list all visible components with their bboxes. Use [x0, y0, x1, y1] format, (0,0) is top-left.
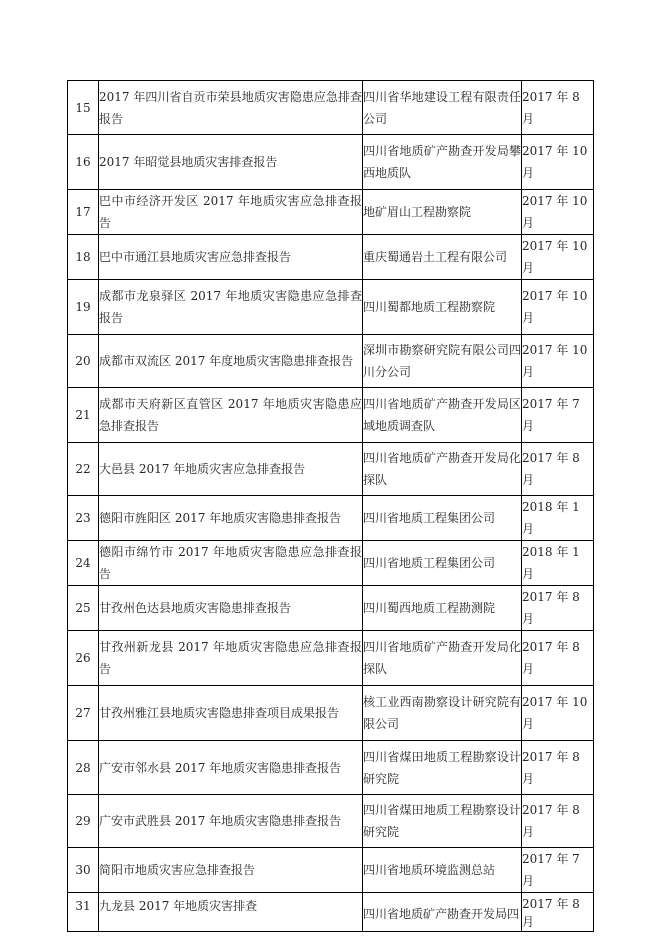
date-cell: 2017 年 10 月 — [522, 235, 594, 280]
report-title-cell: 2017 年昭觉县地质灾害排查报告 — [99, 135, 363, 190]
table-row — [68, 741, 594, 795]
table-row — [68, 388, 594, 443]
organization-cell: 核工业西南勘察设计研究院有限公司 — [363, 686, 522, 741]
date-cell: 2017 年 10 月 — [522, 135, 594, 190]
table-row — [68, 686, 594, 741]
date-cell: 2017 年 10 月 — [522, 686, 594, 741]
organization-cell: 四川省地质矿产勘查开发局四 — [363, 893, 522, 932]
report-title-cell: 广安市邻水县 2017 年地质灾害隐患排查报告 — [99, 741, 363, 795]
row-number-cell: 15 — [68, 81, 99, 135]
report-table — [67, 80, 594, 932]
organization-cell: 四川省地质矿产勘查开发局攀西地质队 — [363, 135, 522, 190]
table-row — [68, 586, 594, 631]
table-row — [68, 795, 594, 848]
organization-cell: 四川省地质工程集团公司 — [363, 541, 522, 586]
date-cell: 2017 年 8 月 — [522, 443, 594, 496]
organization-cell: 四川省华地建设工程有限责任公司 — [363, 81, 522, 135]
report-table-body — [68, 81, 594, 932]
report-title-cell: 巴中市通江县地质灾害应急排查报告 — [99, 235, 363, 280]
report-title-cell: 九龙县 2017 年地质灾害排查 — [99, 893, 363, 932]
report-title-cell: 甘孜州雅江县地质灾害隐患排查项目成果报告 — [99, 686, 363, 741]
organization-cell: 四川蜀都地质工程勘察院 — [363, 280, 522, 335]
report-title-cell: 广安市武胜县 2017 年地质灾害隐患排查报告 — [99, 795, 363, 848]
row-number-cell: 30 — [68, 848, 99, 893]
organization-cell: 四川省地质矿产勘查开发局区域地质调查队 — [363, 388, 522, 443]
table-row — [68, 496, 594, 541]
row-number-cell: 27 — [68, 686, 99, 741]
row-number-cell: 22 — [68, 443, 99, 496]
table-row — [68, 541, 594, 586]
organization-cell: 深圳市勘察研究院有限公司四川分公司 — [363, 335, 522, 388]
table-row — [68, 631, 594, 686]
organization-cell: 四川省煤田地质工程勘察设计研究院 — [363, 795, 522, 848]
date-cell: 2017 年 10 月 — [522, 335, 594, 388]
table-row — [68, 81, 594, 135]
date-cell: 2017 年 8 月 — [522, 631, 594, 686]
date-cell: 2017 年 7 月 — [522, 848, 594, 893]
row-number-cell: 23 — [68, 496, 99, 541]
report-title-cell: 甘孜州色达县地质灾害隐患排查报告 — [99, 586, 363, 631]
report-title-cell: 简阳市地质灾害应急排查报告 — [99, 848, 363, 893]
row-number-cell: 25 — [68, 586, 99, 631]
organization-cell: 四川蜀西地质工程勘测院 — [363, 586, 522, 631]
organization-cell: 重庆蜀通岩土工程有限公司 — [363, 235, 522, 280]
report-title-cell: 德阳市绵竹市 2017 年地质灾害隐患应急排查报告 — [99, 541, 363, 586]
report-title-cell: 巴中市经济开发区 2017 年地质灾害应急排查报告 — [99, 190, 363, 235]
report-title-cell: 大邑县 2017 年地质灾害应急排查报告 — [99, 443, 363, 496]
row-number-cell: 29 — [68, 795, 99, 848]
table-row — [68, 280, 594, 335]
organization-cell: 四川省煤田地质工程勘察设计研究院 — [363, 741, 522, 795]
date-cell: 2017 年 8 月 — [522, 893, 594, 932]
row-number-cell: 28 — [68, 741, 99, 795]
date-cell: 2017 年 7 月 — [522, 388, 594, 443]
row-number-cell: 17 — [68, 190, 99, 235]
date-cell: 2018 年 1 月 — [522, 541, 594, 586]
row-number-cell: 24 — [68, 541, 99, 586]
report-title-cell: 甘孜州新龙县 2017 年地质灾害隐患应急排查报告 — [99, 631, 363, 686]
date-cell: 2017 年 10 月 — [522, 280, 594, 335]
row-number-cell: 21 — [68, 388, 99, 443]
organization-cell: 四川省地质矿产勘查开发局化探队 — [363, 631, 522, 686]
report-title-cell: 2017 年四川省自贡市荣县地质灾害隐患应急排查报告 — [99, 81, 363, 135]
table-row — [68, 135, 594, 190]
date-cell: 2017 年 8 月 — [522, 741, 594, 795]
report-title-cell: 成都市天府新区直管区 2017 年地质灾害隐患应急排查报告 — [99, 388, 363, 443]
date-cell: 2018 年 1 月 — [522, 496, 594, 541]
table-row — [68, 235, 594, 280]
date-cell: 2017 年 8 月 — [522, 795, 594, 848]
table-row — [68, 443, 594, 496]
date-cell: 2017 年 8 月 — [522, 81, 594, 135]
table-row — [68, 848, 594, 893]
report-title-cell: 成都市龙泉驿区 2017 年地质灾害隐患应急排查报告 — [99, 280, 363, 335]
row-number-cell: 16 — [68, 135, 99, 190]
row-number-cell: 31 — [68, 893, 99, 932]
table-row — [68, 335, 594, 388]
organization-cell: 四川省地质环境监测总站 — [363, 848, 522, 893]
row-number-cell: 20 — [68, 335, 99, 388]
date-cell: 2017 年 10 月 — [522, 190, 594, 235]
row-number-cell: 19 — [68, 280, 99, 335]
report-title-cell: 德阳市旌阳区 2017 年地质灾害隐患排查报告 — [99, 496, 363, 541]
row-number-cell: 26 — [68, 631, 99, 686]
report-title-cell: 成都市双流区 2017 年度地质灾害隐患排查报告 — [99, 335, 363, 388]
organization-cell: 地矿眉山工程勘察院 — [363, 190, 522, 235]
table-row — [68, 893, 594, 932]
organization-cell: 四川省地质矿产勘查开发局化探队 — [363, 443, 522, 496]
organization-cell: 四川省地质工程集团公司 — [363, 496, 522, 541]
row-number-cell: 18 — [68, 235, 99, 280]
date-cell: 2017 年 8 月 — [522, 586, 594, 631]
table-row — [68, 190, 594, 235]
